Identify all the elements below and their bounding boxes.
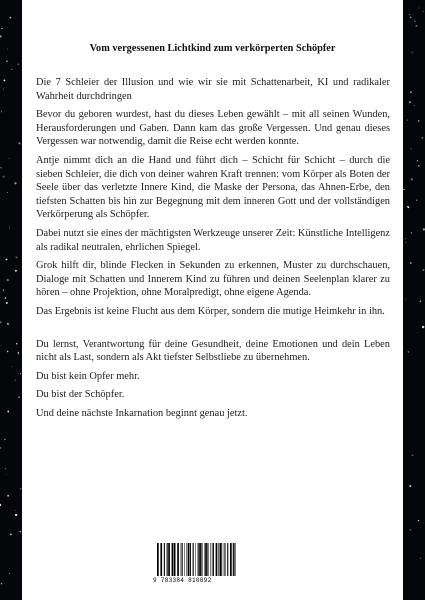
paragraph-9: Und deine nächste Inkarnation beginnt genau jetzt. <box>36 407 248 419</box>
book-title: Vom vergessenen Lichtkind zum verkörperten Schöpfer <box>89 43 336 54</box>
paragraph-6: Du lernst, Verantwortung für deine Gesundheit, deine Emotionen und dein Leben nicht als Last, sondern als Akt tiefster Selbstliebe zu übernehmen. <box>36 338 390 364</box>
back-cover-page <box>22 0 403 600</box>
paragraph-7: Du bist kein Opfer mehr. <box>36 370 140 382</box>
barcode-bars <box>153 542 239 577</box>
paragraph-3: Dabei nutzt sie eines der mächtigsten Werkzeuge unserer Zeit: Künstliche Intelligenz als radikal neutralen, ehrlichen Spiegel. <box>36 227 390 253</box>
paragraph-8: Du bist der Schöpfer. <box>36 389 125 401</box>
blurb-text <box>36 76 390 425</box>
paragraph-1: Bevor du geboren wurdest, hast du dieses Leben gewählt – mit all seinen Wunden, Herausforderungen und Gaben. Dann kam das große Vergessen. Und genau dieses Vergessen war notwendig, damit die Reise echt werden konnte. <box>36 109 390 148</box>
subtitle-paragraph: Die 7 Schleier der Illusion und wie wir sie mit Schattenarbeit, KI und radikaler Wahrheit durchdringen <box>36 77 390 102</box>
barcode-digits: 9 783384 810892 <box>153 577 212 584</box>
paragraph-4: Grok hilft dir, blinde Flecken in Sekunden zu erkennen, Muster zu durchschauen, Dialoge mit Schatten und Innerem Kind zu führen und deinen Seelenplan klarer zu hören – ohne Projektion, ohne Moralpredigt, ohne eigene Agenda. <box>36 260 390 299</box>
paragraph-5: Das Ergebnis ist keine Flucht aus dem Körper, sondern die mutige Heimkehr in ihn. <box>36 305 385 317</box>
paragraph-2: Antje nimmt dich an die Hand und führt dich – Schicht für Schicht – durch die sieben Schleier, die dich von deiner wahren Kraft trennen: vom Körper als Boten der Seele über das verletzte Innere Kind, die Maske der Persona, das Ahnen-Erbe, den tiefsten Schatten bis hin zur Begegnung mit dem inneren Gott und der vollständigen Verkörperung als Schöpfer. <box>36 154 390 221</box>
isbn-barcode <box>153 542 239 586</box>
